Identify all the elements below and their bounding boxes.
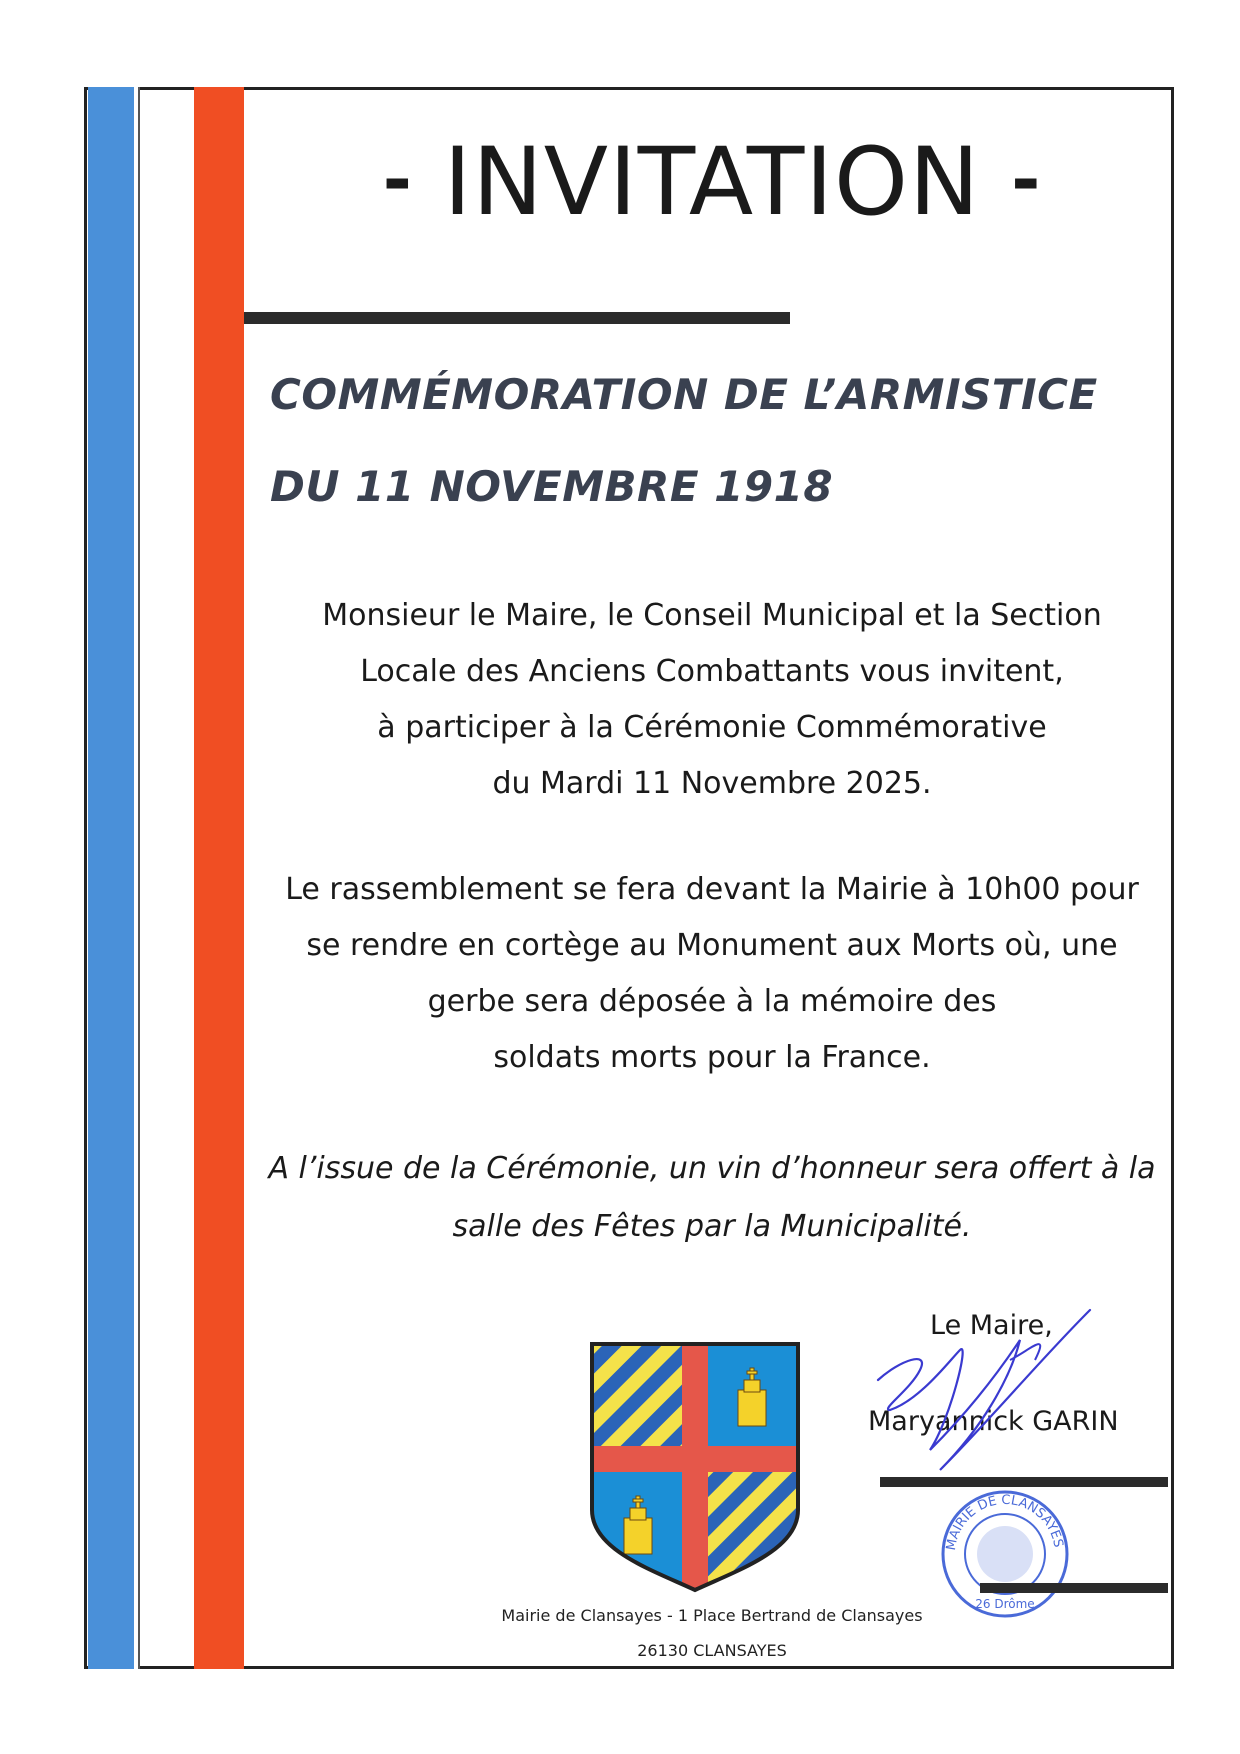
paragraph-line: Le rassemblement se fera devant la Mairie à 10h00 pour — [285, 872, 1139, 907]
coat-of-arms-icon — [588, 1340, 802, 1594]
paragraph-line: à participer à la Cérémonie Commémorative — [377, 710, 1047, 745]
footer-city: 26130 CLANSAYES — [637, 1641, 787, 1660]
signature-name: Maryannick GARIN — [868, 1406, 1119, 1437]
paragraph-invitation — [250, 588, 1174, 812]
paragraph-line: salle des Fêtes par la Municipalité. — [452, 1209, 972, 1244]
heading-line-1: COMMÉMORATION DE L’ARMISTICE — [270, 370, 1098, 419]
flag-stripe-separator — [138, 87, 140, 1669]
paragraph-line: Locale des Anciens Combattants vous invitent, — [360, 654, 1064, 689]
signature-label: Le Maire, — [930, 1310, 1053, 1341]
title-dash-right: - — [1011, 139, 1042, 221]
title-text: INVITATION — [443, 128, 981, 237]
paragraph-line: A l’issue de la Cérémonie, un vin d’honneur sera offert à la — [268, 1151, 1156, 1186]
stamp-dept: 26 Drôme — [975, 1597, 1035, 1611]
handwritten-signature-icon — [860, 1300, 1120, 1500]
stamp-text: MAIRIE DE CLANSAYES — [943, 1492, 1066, 1552]
paragraph-line: soldats morts pour la France. — [493, 1040, 931, 1075]
page-title — [250, 128, 1174, 237]
stamp-rule — [980, 1583, 1168, 1593]
paragraph-line: gerbe sera déposée à la mémoire des — [427, 984, 997, 1019]
title-dash-left: - — [382, 139, 413, 221]
paragraph-line: du Mardi 11 Novembre 2025. — [492, 766, 932, 801]
title-underline — [244, 312, 790, 324]
heading-line-2: DU 11 NOVEMBRE 1918 — [270, 462, 834, 511]
flag-stripe-red — [194, 87, 244, 1669]
flag-stripe-blue — [88, 87, 134, 1669]
paragraph-line: Monsieur le Maire, le Conseil Municipal et la Section — [322, 598, 1102, 633]
paragraph-reception — [250, 1140, 1174, 1256]
paragraph-line: se rendre en cortège au Monument aux Morts où, une — [306, 928, 1118, 963]
paragraph-gathering — [250, 862, 1174, 1086]
footer-address: Mairie de Clansayes - 1 Place Bertrand de Clansayes — [501, 1606, 923, 1625]
